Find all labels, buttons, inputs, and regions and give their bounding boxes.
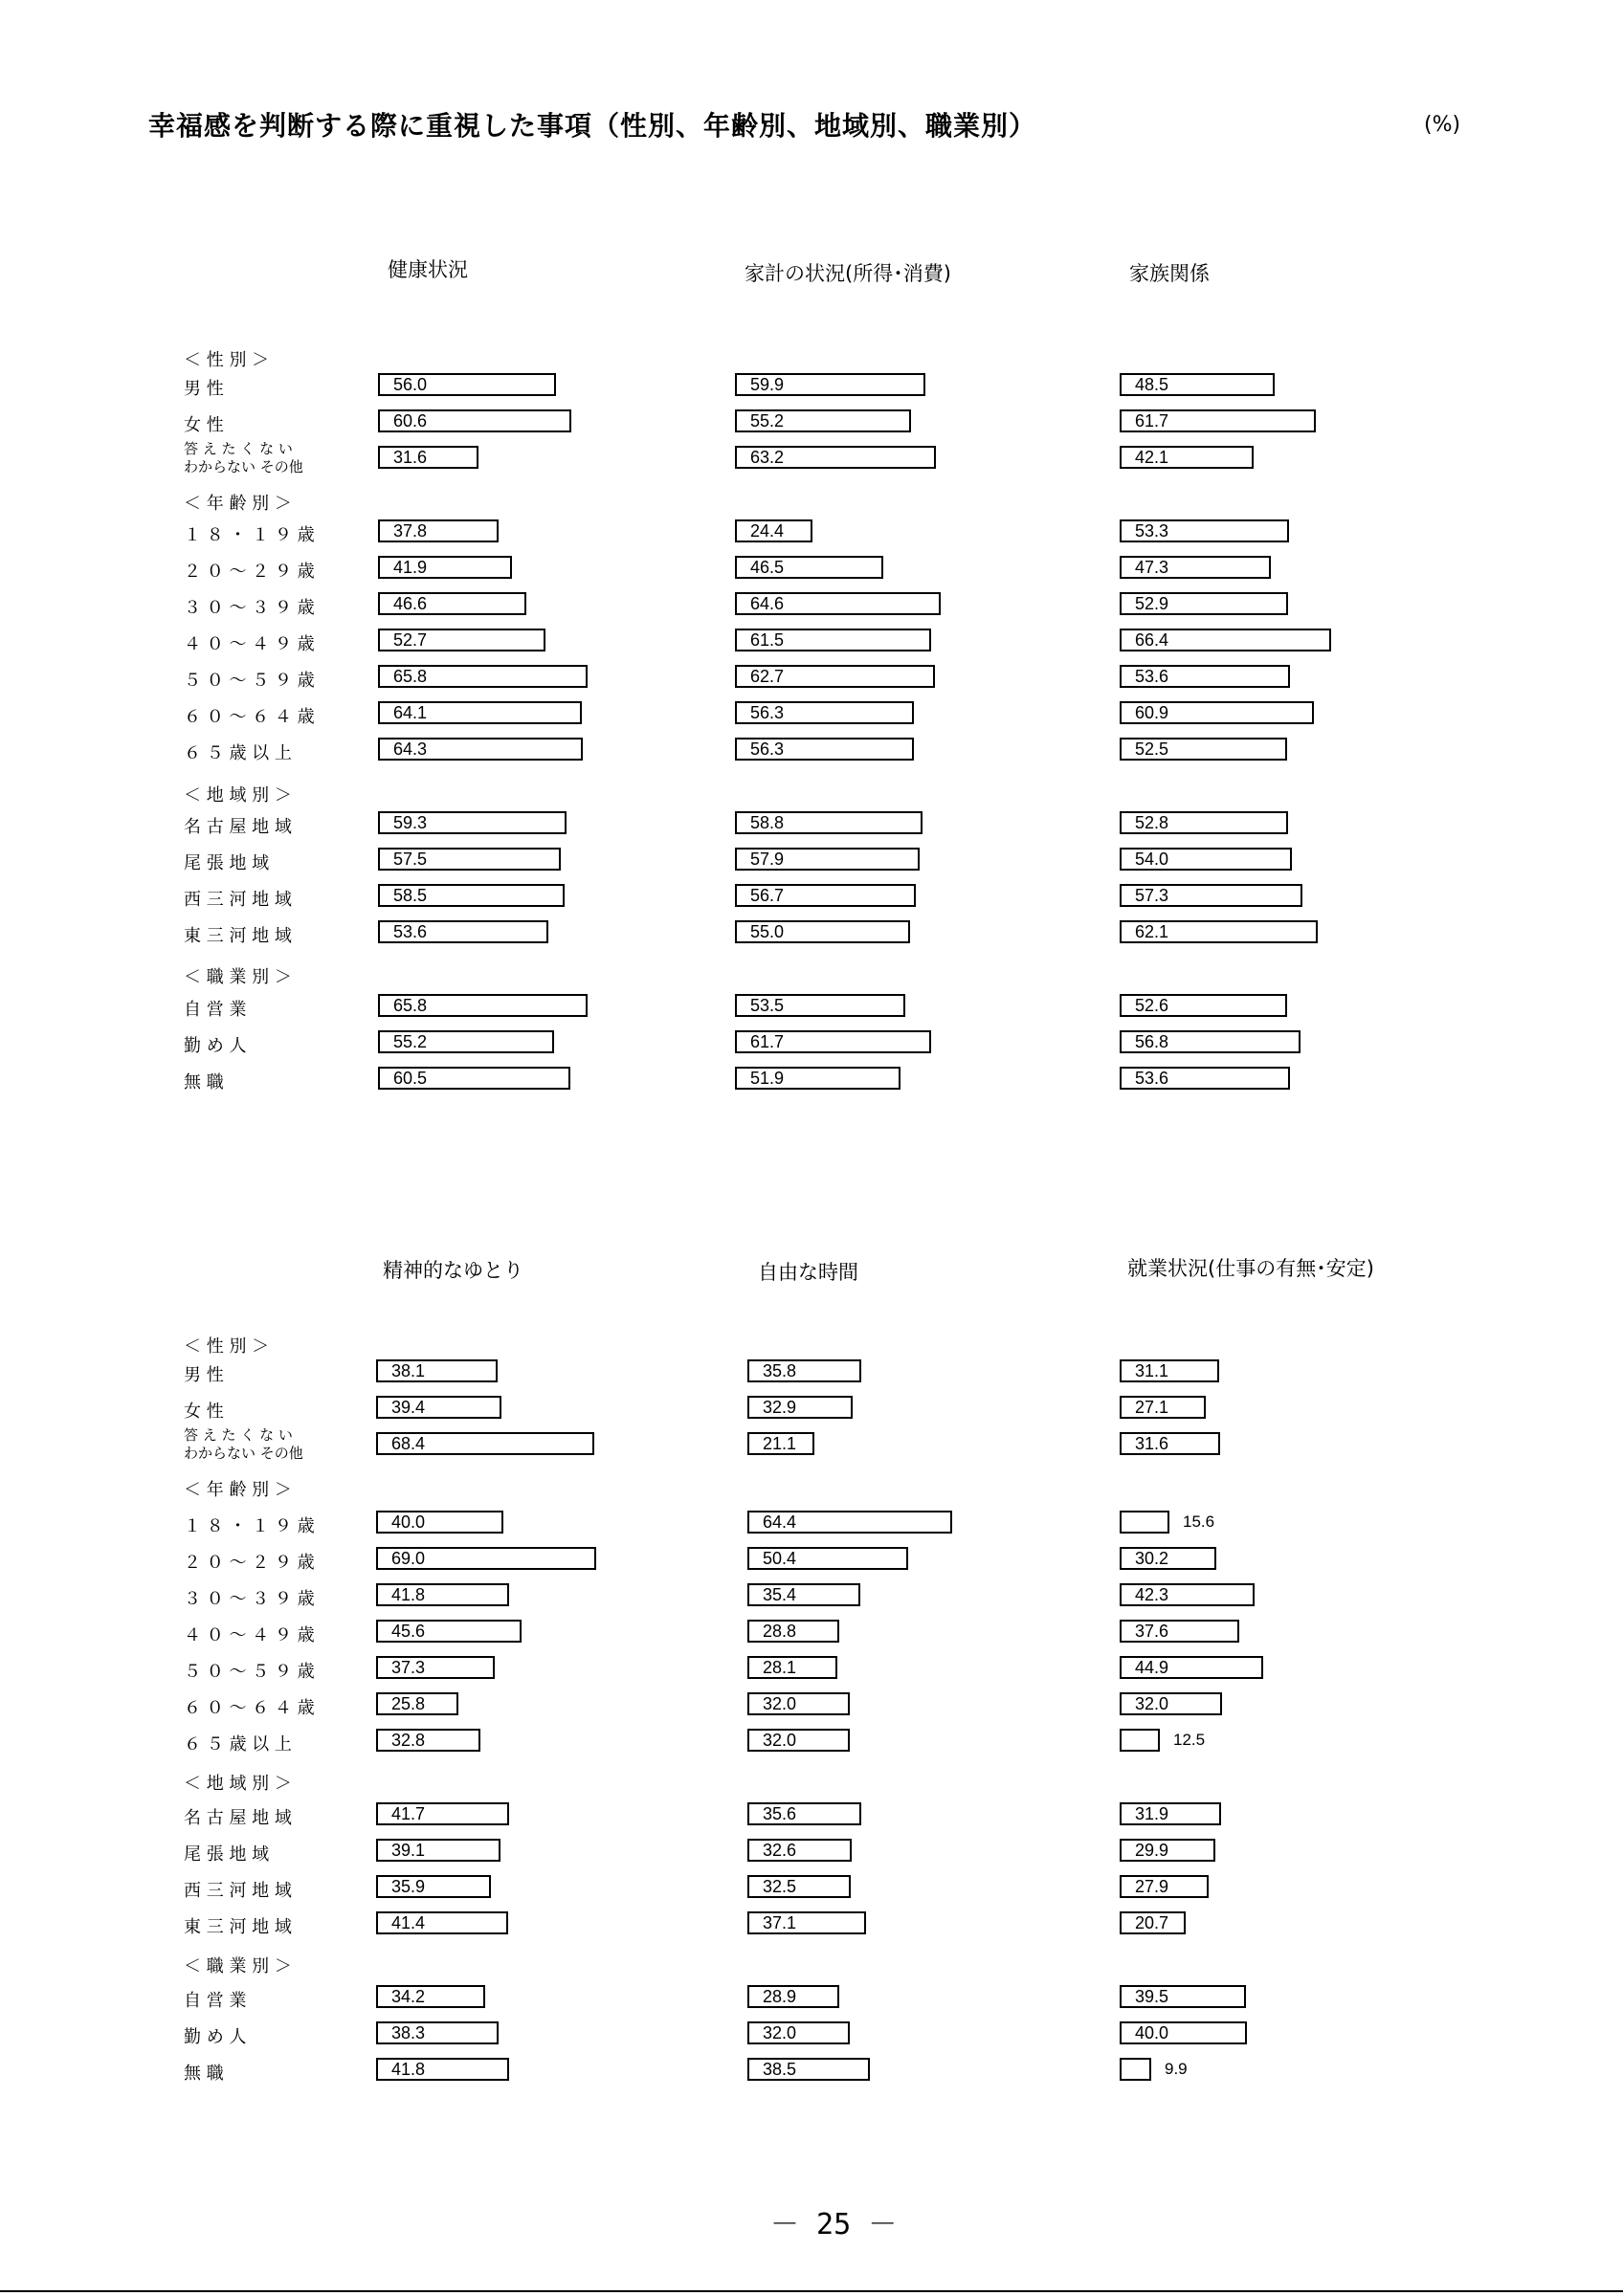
- bar-value-label: 65.8: [393, 667, 428, 686]
- bar-value-label: 37.8: [393, 521, 428, 541]
- bar-value-label: 52.9: [1135, 594, 1169, 613]
- bar-value-label: 55.0: [750, 922, 785, 941]
- bar-value-label: 55.2: [393, 1032, 428, 1051]
- category-label: １ ８ ・ １ ９ 歳: [184, 525, 315, 545]
- panel-title: 自由な時間: [758, 1261, 858, 1284]
- category-label: ＜ 年 齢 別 ＞: [184, 1480, 292, 1500]
- bar-value-label: 9.9: [1165, 2060, 1188, 2078]
- unit-label: (%): [1424, 113, 1461, 137]
- bar-value-label: 61.7: [750, 1032, 785, 1051]
- bar-value-label: 41.8: [391, 1585, 426, 1604]
- category-label: 無 職: [184, 1072, 224, 1093]
- bar-value-label: 28.8: [763, 1622, 797, 1641]
- category-label: 女 性: [184, 1402, 224, 1422]
- bar-value-label: 28.1: [763, 1658, 797, 1677]
- bar-value-label: 35.6: [763, 1804, 797, 1823]
- panel-title: 就業状況(仕事の有無･安定): [1127, 1257, 1374, 1280]
- bar-value-label: 64.6: [750, 594, 785, 613]
- category-label: 無 職: [184, 2064, 224, 2084]
- category-label: 男 性: [184, 1365, 224, 1385]
- bar-value-label: 45.6: [391, 1622, 426, 1641]
- bar-value-label: 41.7: [391, 1804, 426, 1823]
- bar-value-label: 56.3: [750, 740, 785, 759]
- category-label: 尾 張 地 域: [184, 853, 270, 873]
- bar-value-label: 31.9: [1135, 1804, 1169, 1823]
- bar-value-label: 58.5: [393, 886, 428, 905]
- category-label: ５ ０ ～ ５ ９ 歳: [184, 671, 315, 691]
- category-label: ＜ 性 別 ＞: [184, 350, 270, 370]
- bar-value-label: 37.1: [763, 1913, 797, 1932]
- bar-value-label: 38.5: [763, 2060, 797, 2079]
- category-label: ６ ５ 歳 以 上: [184, 743, 292, 763]
- bar-value-label: 62.7: [750, 667, 785, 686]
- category-label: ＜ 職 業 別 ＞: [184, 967, 292, 987]
- bar-value-label: 35.9: [391, 1877, 426, 1896]
- category-label: ＜ 地 域 別 ＞: [184, 1774, 292, 1794]
- bar-value-label: 61.5: [750, 630, 785, 650]
- bar-value-label: 52.8: [1135, 813, 1169, 832]
- category-label: 男 性: [184, 379, 224, 399]
- bar-value-label: 38.3: [391, 2023, 426, 2042]
- bar-value-label: 35.8: [763, 1361, 797, 1380]
- bar-value-label: 57.9: [750, 850, 785, 869]
- category-label: 自 営 業: [184, 1000, 247, 1020]
- category-label: 名 古 屋 地 域: [184, 1808, 292, 1828]
- bar-value-label: 56.0: [393, 375, 428, 394]
- bar-value-label: 50.4: [763, 1549, 797, 1568]
- bar-value-label: 40.0: [1135, 2023, 1169, 2042]
- bar-value-label: 60.5: [393, 1069, 428, 1088]
- category-label: ３ ０ ～ ３ ９ 歳: [184, 1589, 315, 1609]
- bar-value-label: 54.0: [1135, 850, 1169, 869]
- category-label: ６ ５ 歳 以 上: [184, 1734, 292, 1755]
- category-label: 勤 め 人: [184, 1036, 247, 1056]
- bar-value-label: 31.6: [393, 448, 428, 467]
- bar-value-label: 56.3: [750, 703, 785, 722]
- category-label: ６ ０ ～ ６ ４ 歳: [184, 1698, 315, 1718]
- category-label-line2: わからない その他: [184, 1445, 303, 1462]
- bar-value-label: 53.5: [750, 996, 785, 1015]
- category-label: ６ ０ ～ ６ ４ 歳: [184, 707, 315, 727]
- bar-value-label: 64.4: [763, 1512, 797, 1532]
- bar-value-label: 55.2: [750, 411, 785, 430]
- bar-value-label: 32.0: [1135, 1694, 1169, 1713]
- category-label: 尾 張 地 域: [184, 1844, 270, 1865]
- bar-value-label: 60.9: [1135, 703, 1169, 722]
- bar-value-label: 25.8: [391, 1694, 426, 1713]
- bar-value-label: 29.9: [1135, 1841, 1169, 1860]
- bar-value-label: 32.0: [763, 1731, 797, 1750]
- bar-value-label: 12.5: [1173, 1731, 1206, 1749]
- bar-value-label: 32.8: [391, 1731, 426, 1750]
- category-label: ＜ 性 別 ＞: [184, 1336, 270, 1357]
- category-label: 名 古 屋 地 域: [184, 817, 292, 837]
- bar-value-label: 56.8: [1135, 1032, 1169, 1051]
- bar-value-label: 21.1: [763, 1434, 797, 1453]
- bar-value-label: 48.5: [1135, 375, 1169, 394]
- category-label: 勤 め 人: [184, 2027, 247, 2047]
- panel-title: 精神的なゆとり: [383, 1259, 523, 1282]
- bar-value-label: 35.4: [763, 1585, 797, 1604]
- bar-value-label: 31.6: [1135, 1434, 1169, 1453]
- bar-value-label: 37.6: [1135, 1622, 1169, 1641]
- category-label: 西 三 河 地 域: [184, 1881, 292, 1901]
- bar-value-label: 53.6: [393, 922, 428, 941]
- bar-value-label: 64.3: [393, 740, 428, 759]
- bar-value-label: 30.2: [1135, 1549, 1169, 1568]
- page-title: 幸福感を判断する際に重視した事項（性別、年齢別、地域別、職業別）: [148, 110, 1037, 142]
- category-label: ＜ 職 業 別 ＞: [184, 1956, 292, 1976]
- category-label: 自 営 業: [184, 1991, 247, 2011]
- panel-title: 健康状況: [388, 258, 468, 281]
- bar-value-label: 53.6: [1135, 667, 1169, 686]
- bar-value-label: 32.5: [763, 1877, 797, 1896]
- bar-value-label: 60.6: [393, 411, 428, 430]
- bar-value-label: 39.1: [391, 1841, 426, 1860]
- bar-value-label: 51.9: [750, 1069, 785, 1088]
- bar-value-label: 52.5: [1135, 740, 1169, 759]
- category-label: 女 性: [184, 415, 224, 435]
- bar: [1120, 1729, 1160, 1752]
- bar-value-label: 37.3: [391, 1658, 426, 1677]
- panel-title: 家計の状況(所得･消費): [745, 262, 951, 285]
- bar-value-label: 40.0: [391, 1512, 426, 1532]
- bar-value-label: 61.7: [1135, 411, 1169, 430]
- bar-value-label: 20.7: [1135, 1913, 1169, 1932]
- bar-value-label: 52.7: [393, 630, 428, 650]
- bar-value-label: 68.4: [391, 1434, 426, 1453]
- bar-value-label: 63.2: [750, 448, 785, 467]
- category-label: 東 三 河 地 域: [184, 926, 292, 946]
- bar-value-label: 56.7: [750, 886, 785, 905]
- bar-value-label: 28.9: [763, 1987, 797, 2006]
- bar-value-label: 38.1: [391, 1361, 426, 1380]
- bar-value-label: 66.4: [1135, 630, 1169, 650]
- bar-value-label: 47.3: [1135, 558, 1169, 577]
- bar-value-label: 15.6: [1183, 1512, 1215, 1531]
- bar-value-label: 27.1: [1135, 1398, 1169, 1417]
- category-label: ３ ０ ～ ３ ９ 歳: [184, 598, 315, 618]
- category-label: ＜ 年 齢 別 ＞: [184, 494, 292, 514]
- bar-value-label: 57.3: [1135, 886, 1169, 905]
- category-label: ２ ０ ～ ２ ９ 歳: [184, 1553, 315, 1573]
- category-label: ＜ 地 域 別 ＞: [184, 785, 292, 806]
- bar-value-label: 24.4: [750, 521, 785, 541]
- bar-value-label: 59.9: [750, 375, 785, 394]
- bar-value-label: 64.1: [393, 703, 428, 722]
- category-label: ４ ０ ～ ４ ９ 歳: [184, 1625, 315, 1645]
- bar-value-label: 32.0: [763, 2023, 797, 2042]
- bottom-rule: [0, 2290, 1623, 2292]
- bar-value-label: 32.9: [763, 1398, 797, 1417]
- bar-value-label: 39.5: [1135, 1987, 1169, 2006]
- category-label-line2: わからない その他: [184, 458, 303, 475]
- bar-value-label: 59.3: [393, 813, 428, 832]
- category-label: １ ８ ・ １ ９ 歳: [184, 1516, 315, 1536]
- bar: [1120, 1511, 1169, 1534]
- bar-value-label: 57.5: [393, 850, 428, 869]
- bar-value-label: 65.8: [393, 996, 428, 1015]
- bar-value-label: 41.4: [391, 1913, 426, 1932]
- bar-value-label: 69.0: [391, 1549, 426, 1568]
- page-number: － 25 －: [770, 2208, 898, 2241]
- bar-value-label: 52.6: [1135, 996, 1169, 1015]
- bar-value-label: 46.5: [750, 558, 785, 577]
- bar-value-label: 39.4: [391, 1398, 426, 1417]
- bar-value-label: 27.9: [1135, 1877, 1169, 1896]
- bar-value-label: 31.1: [1135, 1361, 1169, 1380]
- bar-value-label: 53.3: [1135, 521, 1169, 541]
- bar-value-label: 34.2: [391, 1987, 426, 2006]
- bar-value-label: 41.8: [391, 2060, 426, 2079]
- bar-value-label: 41.9: [393, 558, 428, 577]
- category-label: 東 三 河 地 域: [184, 1917, 292, 1937]
- panel-title: 家族関係: [1129, 262, 1210, 285]
- bar-value-label: 32.6: [763, 1841, 797, 1860]
- bar: [1120, 2058, 1151, 2081]
- bar-value-label: 53.6: [1135, 1069, 1169, 1088]
- bar-value-label: 46.6: [393, 594, 428, 613]
- category-label: ２ ０ ～ ２ ９ 歳: [184, 562, 315, 582]
- category-label: ５ ０ ～ ５ ９ 歳: [184, 1662, 315, 1682]
- bar-value-label: 44.9: [1135, 1658, 1169, 1677]
- bar-value-label: 62.1: [1135, 922, 1169, 941]
- bar-value-label: 58.8: [750, 813, 785, 832]
- category-label: 西 三 河 地 域: [184, 890, 292, 910]
- bar-value-label: 42.3: [1135, 1585, 1169, 1604]
- category-label-line1: 答 え た く な い: [184, 440, 293, 457]
- bar-value-label: 42.1: [1135, 448, 1169, 467]
- bar-value-label: 32.0: [763, 1694, 797, 1713]
- category-label-line1: 答 え た く な い: [184, 1426, 293, 1444]
- category-label: ４ ０ ～ ４ ９ 歳: [184, 634, 315, 654]
